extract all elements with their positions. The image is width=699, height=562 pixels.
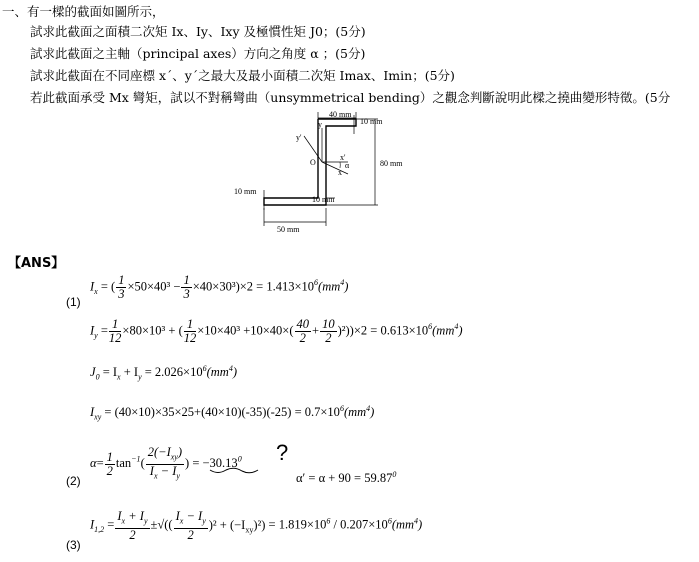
part-1-label: (1) bbox=[66, 295, 81, 309]
label-bottom-width: 50 mm bbox=[277, 225, 300, 234]
label-x-prime: x' bbox=[340, 153, 346, 162]
alpha-underline bbox=[208, 466, 268, 476]
part-2-label: (2) bbox=[66, 474, 81, 488]
question-item-3: 試求此截面在不同座標 x´、y´之最大及最小面積二次矩 Imax、Imin；(5分) bbox=[30, 68, 455, 83]
label-height: 80 mm bbox=[380, 159, 403, 168]
equation-ixy: $I_{xy} = (40\times 10)\times 35\times 25+(40\times 10)(-35)(-25) = 0.7\times 10^6(mm^4)$ bbox=[90, 404, 375, 422]
equation-iy: $I_y$ = $\frac{1}{12}$ ×80×10³ + ( $\frac{1}{12}$ ×10×40³ +10×40×( $\frac{40}{2}$ + $\frac{10}{2}$ )$^2))\times 2 = 0.613\times 10^6(mm^4)$ bbox=[90, 317, 463, 345]
label-y: y bbox=[318, 120, 322, 129]
question-item-1: 試求此截面之面積二次矩 Ix、Iy、Ixy 及極慣性矩 J0；(5分) bbox=[30, 24, 366, 39]
question-mark: ? bbox=[276, 440, 289, 465]
label-x: x bbox=[338, 168, 342, 177]
z-section-diagram bbox=[230, 110, 430, 235]
equation-j0: $J_0 = I_x + I_y = 2.026\times 10^6(mm^4)$ bbox=[90, 364, 237, 382]
label-y-prime: y' bbox=[296, 133, 302, 142]
part-3-label: (3) bbox=[66, 538, 81, 552]
label-origin: O bbox=[310, 158, 316, 167]
equation-alpha-prime: $\alpha' = \alpha + 90 = 59.87^0$ bbox=[296, 470, 397, 486]
question-title: 一、有一樑的截面如圖所示， bbox=[2, 4, 165, 19]
label-web: 10 mm bbox=[312, 195, 335, 204]
answer-header: 【ANS】 bbox=[8, 256, 65, 271]
label-top-flange: 10 mm bbox=[360, 117, 383, 126]
question-item-2: 試求此截面之主軸（principal axes）方向之角度 α ；(5分) bbox=[30, 46, 366, 61]
label-top-width: 40 mm bbox=[329, 110, 352, 119]
label-alpha: α bbox=[345, 161, 350, 170]
equation-i12: $I_{1,2}$ = $\frac{I_x + I_y}{2}$ ±√(( $\frac{I_x - I_y}{2}$ )$^2 + (-I_{xy})^2) = 1.819\times 10^6 / 0.207\times 10^6(mm^4)$ bbox=[90, 509, 423, 542]
label-bottom-flange: 10 mm bbox=[234, 187, 257, 196]
question-item-4: 若此截面承受 Mx 彎矩，試以不對稱彎曲（unsymmetrical bending）之觀念判斷說明此樑之撓曲變形特徵。(5分 bbox=[30, 90, 671, 105]
equation-ix: $I_x$ = ( $\frac{1}{3}$ ×50×40³ − $\frac{1}{3}$ $\times 40\times 30^3)\times 2 = 1.413\times 10^6(mm^4)$ bbox=[90, 273, 349, 301]
equation-alpha: α= $\frac{1}{2}$ $\tan^{-1}$( $\frac{2(-I_{xy})}{I_x - I_y}$ ) = $-30.13^0$ bbox=[90, 445, 242, 480]
